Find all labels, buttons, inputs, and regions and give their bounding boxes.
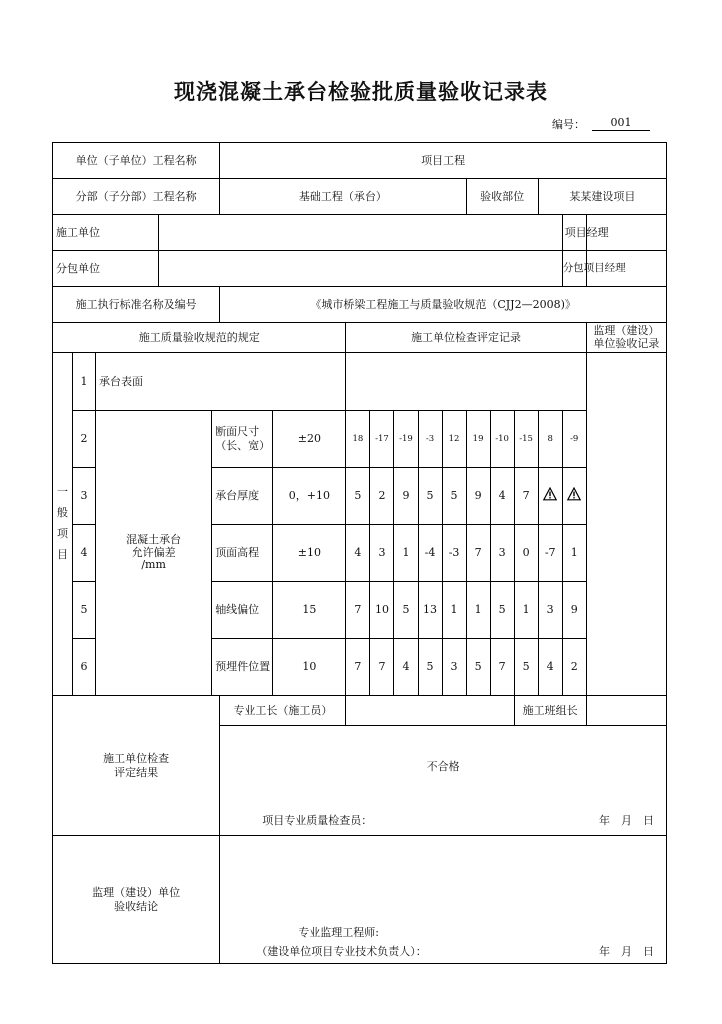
item-spec: 0，+10 bbox=[273, 468, 346, 525]
measured-value[interactable]: 3 bbox=[538, 582, 562, 639]
category-char: 一 bbox=[57, 485, 68, 499]
measured-value[interactable]: 5 bbox=[418, 639, 442, 696]
record-number-value[interactable]: 001 bbox=[592, 116, 650, 131]
measured-value[interactable]: 3 bbox=[490, 525, 514, 582]
measured-value[interactable]: -7 bbox=[538, 525, 562, 582]
measured-value[interactable]: 8 bbox=[538, 411, 562, 468]
item-no: 6 bbox=[73, 639, 96, 696]
item-name: 预埋件位置 bbox=[212, 639, 273, 696]
measured-value[interactable]: 5 bbox=[490, 582, 514, 639]
measured-value[interactable]: 7 bbox=[370, 639, 394, 696]
measured-value[interactable]: 2 bbox=[562, 639, 586, 696]
measured-value[interactable]: -15 bbox=[514, 411, 538, 468]
evaluation-label-line2: 评定结果 bbox=[114, 765, 159, 779]
supervision-header-line1: 监理（建设） bbox=[593, 323, 660, 337]
unit-project-label: 单位（子单位）工程名称 bbox=[53, 143, 220, 179]
measured-value[interactable]: 5 bbox=[394, 582, 418, 639]
construction-unit-row bbox=[53, 215, 667, 251]
inspector-label: 项目专业质量检查员： bbox=[262, 814, 373, 828]
measured-value[interactable]: 1 bbox=[514, 582, 538, 639]
project-manager-label: 项目经理 bbox=[562, 215, 586, 251]
subcontract-unit-row bbox=[53, 251, 667, 287]
measured-value[interactable]: 7 bbox=[490, 639, 514, 696]
acceptance-part-label: 验收部位 bbox=[466, 179, 538, 215]
table-row bbox=[53, 353, 667, 411]
supervision-date[interactable]: 年 月 日 bbox=[599, 945, 654, 959]
inspection-record-table bbox=[52, 142, 667, 964]
acceptance-part-value[interactable]: 某某建设项目 bbox=[538, 179, 666, 215]
measured-value[interactable]: 7 bbox=[466, 525, 490, 582]
inspector-signature bbox=[220, 808, 667, 836]
item-name: 承台厚度 bbox=[212, 468, 273, 525]
subcontract-manager-label: 分包项目经理 bbox=[562, 251, 586, 287]
record-number bbox=[552, 116, 632, 132]
measured-value[interactable]: 0 bbox=[514, 525, 538, 582]
item-name: 顶面高程 bbox=[212, 525, 273, 582]
supervision-label-line1: 监理（建设）单位 bbox=[92, 886, 181, 900]
table-header-row bbox=[53, 323, 667, 353]
supervision-conclusion-row bbox=[53, 836, 667, 964]
supervision-label-line2: 验收结论 bbox=[114, 899, 159, 913]
item-spec: 10 bbox=[273, 639, 346, 696]
sub-project-row bbox=[53, 179, 667, 215]
item-no: 3 bbox=[73, 468, 96, 525]
tolerance-line2: 允许偏差 bbox=[131, 545, 176, 559]
unit-project-row bbox=[53, 143, 667, 179]
table-row bbox=[53, 411, 667, 468]
item-no: 5 bbox=[73, 582, 96, 639]
measured-value[interactable]: 1 bbox=[562, 525, 586, 582]
item-name: 断面尺寸（长、宽） bbox=[212, 411, 273, 468]
supervision-conclusion[interactable] bbox=[220, 836, 667, 964]
foreman-value[interactable] bbox=[346, 696, 514, 726]
evaluation-label-line1: 施工单位检查 bbox=[103, 752, 170, 766]
measured-value[interactable]: 10 bbox=[370, 582, 394, 639]
category-char: 项 bbox=[57, 527, 68, 540]
measured-value[interactable]: 9 bbox=[466, 468, 490, 525]
measured-value[interactable]: 5 bbox=[442, 468, 466, 525]
measured-value[interactable]: 12 bbox=[442, 411, 466, 468]
inspector-date[interactable]: 年 月 日 bbox=[599, 814, 654, 828]
measured-value[interactable]: 3 bbox=[442, 639, 466, 696]
personnel-row bbox=[53, 696, 667, 726]
evaluation-section-label bbox=[53, 696, 220, 836]
standard-value[interactable]: 《城市桥梁工程施工与质量验收规范（CJJ2—2008)》 bbox=[220, 287, 667, 323]
item-no: 2 bbox=[73, 411, 96, 468]
item-1-values[interactable] bbox=[346, 353, 586, 411]
measured-value[interactable]: 5 bbox=[514, 639, 538, 696]
sub-project-label: 分部（子分部）工程名称 bbox=[53, 179, 220, 215]
tolerance-line1: 混凝土承台 bbox=[126, 533, 182, 547]
measured-value[interactable]: 3 bbox=[370, 525, 394, 582]
measured-value[interactable]: 7 bbox=[514, 468, 538, 525]
measured-value[interactable]: 1 bbox=[466, 582, 490, 639]
measured-value[interactable]: -19 bbox=[394, 411, 418, 468]
supervision-records[interactable] bbox=[586, 353, 666, 696]
measured-value[interactable]: 7 bbox=[346, 639, 370, 696]
measured-value[interactable]: 4 bbox=[538, 639, 562, 696]
construction-unit-label: 施工单位 bbox=[53, 215, 159, 251]
measured-value[interactable]: 19 bbox=[466, 411, 490, 468]
item-spec: 15 bbox=[273, 582, 346, 639]
measured-value[interactable]: 9 bbox=[394, 468, 418, 525]
measured-value[interactable]: 7 bbox=[346, 582, 370, 639]
warning-icon bbox=[543, 487, 557, 501]
category-char: 般 bbox=[57, 506, 68, 520]
unit-project-value[interactable]: 项目工程 bbox=[220, 143, 667, 179]
measured-value[interactable]: 4 bbox=[346, 525, 370, 582]
supervision-engineer-label: 专业监理工程师: bbox=[298, 925, 379, 939]
measured-value[interactable]: -3 bbox=[442, 525, 466, 582]
supervision-header bbox=[586, 323, 666, 353]
measured-value[interactable]: 13 bbox=[418, 582, 442, 639]
general-items-category bbox=[53, 353, 73, 696]
measured-value[interactable]: 4 bbox=[490, 468, 514, 525]
item-name: 承台表面 bbox=[96, 353, 346, 411]
sub-project-value[interactable]: 基础工程（承台） bbox=[220, 179, 466, 215]
measured-value[interactable]: 5 bbox=[466, 639, 490, 696]
measured-value[interactable]: 5 bbox=[346, 468, 370, 525]
item-spec: ±10 bbox=[273, 525, 346, 582]
category-char: 目 bbox=[57, 547, 68, 561]
item-no: 4 bbox=[73, 525, 96, 582]
spec-header: 施工质量验收规范的规定 bbox=[53, 323, 346, 353]
warning-icon bbox=[567, 487, 581, 501]
evaluation-result[interactable]: 不合格 bbox=[220, 726, 667, 808]
measured-value[interactable]: 18 bbox=[346, 411, 370, 468]
page-title: 现浇混凝土承台检验批质量验收记录表 bbox=[174, 80, 548, 104]
standard-row bbox=[53, 287, 667, 323]
foreman-label: 专业工长（施工员） bbox=[220, 696, 346, 726]
standard-label: 施工执行标准名称及编号 bbox=[53, 287, 220, 323]
supervision-technical-label: （建设单位项目专业技术负责人）： bbox=[256, 945, 427, 959]
measured-value[interactable]: 4 bbox=[394, 639, 418, 696]
team-leader-value[interactable] bbox=[586, 696, 666, 726]
measured-value[interactable]: -3 bbox=[418, 411, 442, 468]
measured-value[interactable]: 2 bbox=[370, 468, 394, 525]
measured-value[interactable]: -10 bbox=[490, 411, 514, 468]
measured-value[interactable]: 1 bbox=[442, 582, 466, 639]
team-leader-label: 施工班组长 bbox=[514, 696, 586, 726]
check-record-header: 施工单位检查评定记录 bbox=[346, 323, 586, 353]
item-spec: ±20 bbox=[273, 411, 346, 468]
subcontract-unit-label: 分包单位 bbox=[53, 251, 159, 287]
tolerance-line3: /mm bbox=[141, 558, 166, 572]
warning-cell[interactable] bbox=[538, 468, 562, 525]
record-number-label: 编号： bbox=[552, 118, 585, 131]
measured-value[interactable]: -4 bbox=[418, 525, 442, 582]
measured-value[interactable]: 9 bbox=[562, 582, 586, 639]
subcontract-unit-value[interactable] bbox=[159, 251, 563, 287]
warning-cell[interactable] bbox=[562, 468, 586, 525]
item-name: 轴线偏位 bbox=[212, 582, 273, 639]
measured-value[interactable]: -9 bbox=[562, 411, 586, 468]
measured-value[interactable]: 1 bbox=[394, 525, 418, 582]
construction-unit-value[interactable] bbox=[159, 215, 563, 251]
measured-value[interactable]: -17 bbox=[370, 411, 394, 468]
supervision-section-label bbox=[53, 836, 220, 964]
tolerance-group bbox=[96, 411, 212, 696]
supervision-header-line2: 单位验收记录 bbox=[593, 336, 660, 350]
measured-value[interactable]: 5 bbox=[418, 468, 442, 525]
item-no: 1 bbox=[73, 353, 96, 411]
